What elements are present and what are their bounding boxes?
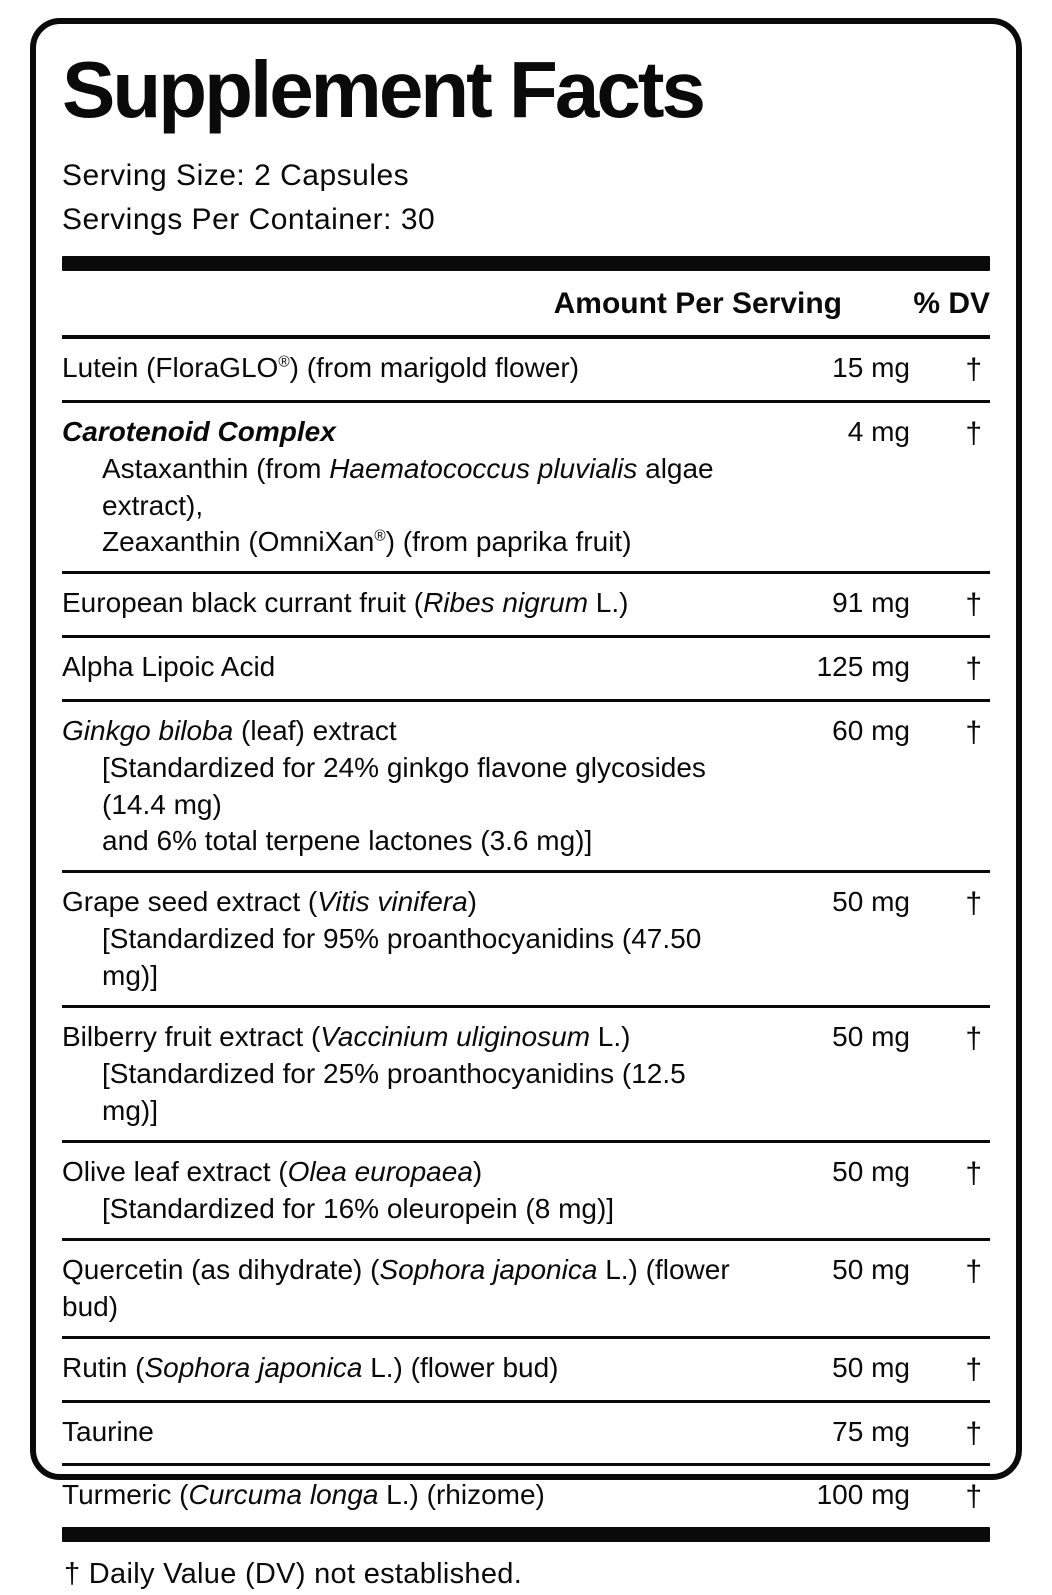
ingredient-text-segment: Grape seed extract ( [62, 886, 318, 918]
ingredient-text-segment: L.) (rhizome) [378, 1479, 545, 1511]
ingredient-name [62, 1154, 760, 1228]
ingredient-name-main [62, 884, 748, 921]
ingredient-amount: 50 mg [832, 1021, 910, 1053]
ingredient-name-main [62, 1154, 748, 1191]
ingredient-text-segment: Ginkgo biloba [62, 714, 234, 746]
column-header-row [62, 271, 990, 339]
ingredient-name-main [62, 350, 748, 387]
ingredient-text-segment: Curcuma longa [188, 1479, 379, 1511]
ingredient-row [62, 1403, 990, 1467]
servings-per-container: Servings Per Container: 30 [62, 203, 436, 236]
ingredient-name [62, 649, 760, 686]
ingredient-dv: † [965, 353, 982, 386]
ingredient-text-segment: [Standardized for 16% oleuropein (8 mg)] [102, 1193, 615, 1225]
ingredient-text-segment: ® [278, 353, 290, 371]
ingredient-text-segment: [Standardized for 24% ginkgo flavone glycosides (14.4 mg) [102, 751, 706, 820]
ingredient-amount: 50 mg [832, 1351, 910, 1383]
ingredient-text-segment: Rutin ( [62, 1351, 145, 1383]
ingredient-name [62, 713, 760, 861]
ingredient-name-main [62, 1477, 748, 1514]
ingredient-row [62, 1143, 990, 1241]
ingredient-name-main [62, 1019, 748, 1056]
ingredient-name [62, 1019, 760, 1130]
ingredient-dv: † [965, 1157, 982, 1191]
ingredient-text-segment: Vaccinium uliginosum [320, 1021, 591, 1053]
ingredient-name [62, 414, 760, 562]
ingredient-amount: 15 mg [832, 352, 910, 383]
ingredient-name-main [62, 1350, 748, 1387]
ingredient-name [62, 1350, 760, 1387]
ingredient-text-segment: Carotenoid Complex [62, 415, 336, 447]
ingredient-name-main [62, 649, 748, 686]
ingredient-detail [62, 451, 748, 525]
ingredient-text-segment: [Standardized for 25% proanthocyanidins (12.5 mg)] [102, 1058, 686, 1127]
ingredient-dv: † [965, 1352, 982, 1386]
ingredient-name [62, 350, 760, 387]
ingredient-row [62, 574, 990, 638]
thick-divider-bottom [62, 1527, 990, 1542]
ingredient-dv: † [965, 715, 982, 749]
ingredient-dv: † [965, 1022, 982, 1056]
ingredient-text-segment: L.) [588, 587, 629, 619]
ingredient-text-segment: Sophora japonica [144, 1351, 363, 1383]
ingredient-text-segment: and 6% total terpene lactones (3.6 mg)] [102, 825, 593, 857]
ingredient-name [62, 585, 760, 622]
dv-footnote: † Daily Value (DV) not established. [64, 1557, 523, 1590]
ingredient-row [62, 403, 990, 575]
ingredient-row [62, 339, 990, 403]
ingredient-dv: † [965, 1480, 982, 1514]
ingredient-amount: 60 mg [832, 714, 910, 746]
ingredient-dv: † [965, 887, 982, 921]
ingredient-dv: † [965, 416, 982, 450]
ingredient-text-segment: ) (from marigold flower) [289, 352, 580, 383]
ingredient-text-segment: ) [472, 1156, 483, 1188]
ingredient-name [62, 1414, 760, 1451]
percent-dv-header: % DV [913, 287, 990, 320]
ingredient-name [62, 884, 760, 995]
ingredient-text-segment: (leaf) extract [233, 714, 397, 746]
ingredient-amount: 50 mg [832, 1156, 910, 1188]
ingredient-text-segment: ) [467, 886, 477, 918]
ingredient-row [62, 638, 990, 702]
ingredient-text-segment: Vitis vinifera [317, 886, 468, 918]
ingredient-dv: † [965, 1255, 982, 1289]
ingredient-text-segment: Sophora japonica [379, 1254, 598, 1286]
ingredient-row [62, 1466, 990, 1527]
ingredient-amount: 100 mg [816, 1479, 910, 1511]
ingredient-text-segment: algae extract), [102, 452, 714, 521]
ingredient-dv: † [965, 1416, 982, 1450]
ingredient-amount: 4 mg [847, 415, 910, 447]
ingredient-text-segment: ) (from paprika fruit) [385, 526, 632, 558]
ingredient-detail [62, 524, 748, 561]
supplement-facts-panel [30, 18, 1022, 1590]
ingredient-text-segment: Bilberry fruit extract ( [62, 1021, 321, 1053]
ingredient-name-main [62, 713, 748, 750]
ingredient-dv: † [965, 588, 982, 622]
supplement-facts-title: Supplement Facts [62, 45, 704, 134]
ingredient-row [62, 1008, 990, 1143]
ingredient-text-segment: Taurine [62, 1415, 154, 1447]
ingredient-name-main [62, 1414, 748, 1451]
ingredient-name [62, 1252, 760, 1326]
ingredient-name [62, 1477, 760, 1514]
ingredient-text-segment: Zeaxanthin (OmniXan [102, 526, 375, 558]
ingredient-text-segment: Haematococcus pluvialis [329, 452, 638, 484]
ingredient-name-main [62, 1252, 748, 1326]
ingredient-text-segment: Turmeric ( [62, 1479, 189, 1511]
ingredient-dv: † [965, 652, 982, 685]
ingredient-text-segment: Lutein (FloraGLO [62, 352, 279, 383]
ingredient-row [62, 702, 990, 874]
ingredient-name-main [62, 585, 748, 622]
ingredient-rows [62, 339, 990, 1527]
ingredient-text-segment: L.) (flower bud) [62, 1254, 730, 1322]
ingredient-amount: 91 mg [832, 587, 910, 619]
ingredient-text-segment: Astaxanthin (from [102, 452, 330, 484]
ingredient-text-segment: [Standardized for 95% proanthocyanidins (47.50 mg)] [102, 923, 702, 992]
ingredient-detail [62, 1056, 748, 1130]
ingredient-text-segment: Alpha Lipoic Acid [62, 651, 276, 682]
ingredient-row [62, 1241, 990, 1339]
ingredient-amount: 125 mg [816, 651, 910, 682]
ingredient-text-segment: L.) (flower bud) [362, 1351, 559, 1383]
ingredient-amount: 50 mg [832, 1254, 910, 1286]
thick-divider-top [62, 256, 990, 271]
ingredient-text-segment: L.) [590, 1021, 631, 1053]
ingredient-amount: 75 mg [832, 1415, 910, 1447]
ingredient-name-main [62, 414, 748, 451]
serving-size: Serving Size: 2 Capsules [62, 159, 410, 192]
ingredient-detail [62, 1191, 748, 1228]
ingredient-text-segment: Ribes nigrum [423, 587, 589, 619]
ingredient-row [62, 1339, 990, 1403]
ingredient-detail [62, 921, 748, 995]
ingredient-text-segment: Olea europaea [287, 1156, 473, 1188]
ingredient-detail [62, 823, 748, 860]
ingredient-text-segment: Quercetin (as dihydrate) ( [62, 1254, 380, 1286]
ingredient-text-segment: Olive leaf extract ( [62, 1156, 288, 1188]
ingredient-detail [62, 750, 748, 824]
ingredient-row [62, 873, 990, 1008]
amount-per-serving-header: Amount Per Serving [553, 287, 842, 320]
ingredient-amount: 50 mg [832, 886, 910, 918]
ingredient-text-segment: European black currant fruit ( [62, 587, 424, 619]
ingredient-text-segment: ® [374, 528, 386, 546]
